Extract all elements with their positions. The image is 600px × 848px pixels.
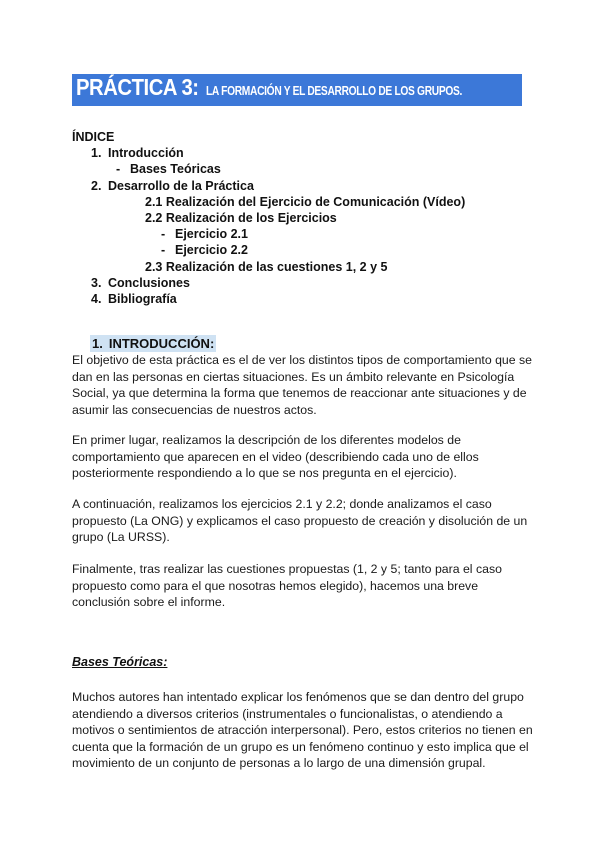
toc-item-number: 3. <box>91 275 102 290</box>
toc-item-number: 2. <box>91 178 102 193</box>
toc-item-label: Ejercicio 2.2 <box>175 243 248 258</box>
toc-item-label: Ejercicio 2.1 <box>175 227 248 242</box>
table-of-contents <box>72 129 465 307</box>
document-title <box>72 74 522 106</box>
toc-item-label: Bibliografía <box>108 291 177 306</box>
toc-item-label: 2.2 Realización de los Ejercicios <box>145 210 337 225</box>
intro-paragraph: En primer lugar, realizamos la descripción de los diferentes modelos de comportamiento que aparecen en el video (describiendo cada uno de ellos posteriormente respondiendo a lo que se nos pregunta en el ejercicio). <box>72 433 479 481</box>
section-title: INTRODUCCIÓN: <box>108 336 215 351</box>
toc-item <box>72 291 465 307</box>
title-main: PRÁCTICA 3: <box>76 74 199 100</box>
toc-item-label: 2.1 Realización del Ejercicio de Comunicación (Vídeo) <box>145 194 466 209</box>
section-heading-introduccion <box>90 335 216 352</box>
toc-item-label: Desarrollo de la Práctica <box>108 178 254 193</box>
toc-item-label: Introducción <box>108 146 184 161</box>
toc-item-label: Bases Teóricas <box>130 162 221 177</box>
intro-paragraph: A continuación, realizamos los ejercicios 2.1 y 2.2; donde analizamos el caso propuesto (La ONG) y explicamos el caso propuesto de creación y disolución de un grupo (La URSS). <box>72 497 528 545</box>
title-sub: LA FORMACIÓN Y EL DESARROLLO DE LOS GRUPOS. <box>205 84 462 98</box>
toc-item <box>72 210 465 226</box>
toc-item-label: Conclusiones <box>108 275 190 290</box>
toc-item <box>72 259 465 275</box>
bases-paragraph: Muchos autores han intentado explicar los fenómenos que se dan dentro del grupo atendiendo a diversos criterios (instrumentales o funcionalistas, o atendiendo a motivos o sentimientos de atracción interpersonal). Pero, estos criterios no tienen en cuenta que la formación de un grupo es un fenómeno continuo y esto implica que el movimiento de un conjunto de personas a lo largo de una dimensión grupal. <box>72 690 533 771</box>
toc-item-label: 2.3 Realización de las cuestiones 1, 2 y 5 <box>145 259 388 274</box>
toc-item <box>72 275 465 291</box>
toc-item-number: 4. <box>91 291 102 306</box>
toc-heading: ÍNDICE <box>72 130 115 144</box>
toc-item <box>72 145 465 161</box>
toc-item-dash: - <box>161 243 166 258</box>
toc-item <box>72 194 465 210</box>
toc-item-number: 1. <box>91 146 102 161</box>
subsection-heading-bases-teoricas: Bases Teóricas: <box>72 655 168 669</box>
toc-item-dash: - <box>161 227 166 242</box>
toc-item <box>72 226 465 242</box>
toc-item-dash: - <box>116 162 121 177</box>
section-number: 1. <box>92 336 103 351</box>
toc-item <box>72 242 465 258</box>
intro-paragraph: El objetivo de esta práctica es el de ver los distintos tipos de comportamiento que se dan en las personas en ciertas situaciones. Es un ámbito relevante en Psicología Social, ya que determina la forma que tenemos de reaccionar ante situaciones y de asumir las consecuencias de nuestros actos. <box>72 353 533 417</box>
toc-item <box>72 178 465 194</box>
toc-item <box>72 161 465 177</box>
intro-paragraph: Finalmente, tras realizar las cuestiones propuestas (1, 2 y 5; tanto para el caso propuesto como para el que nosotras hemos elegido), hacemos una breve conclusión sobre el informe. <box>72 562 502 610</box>
